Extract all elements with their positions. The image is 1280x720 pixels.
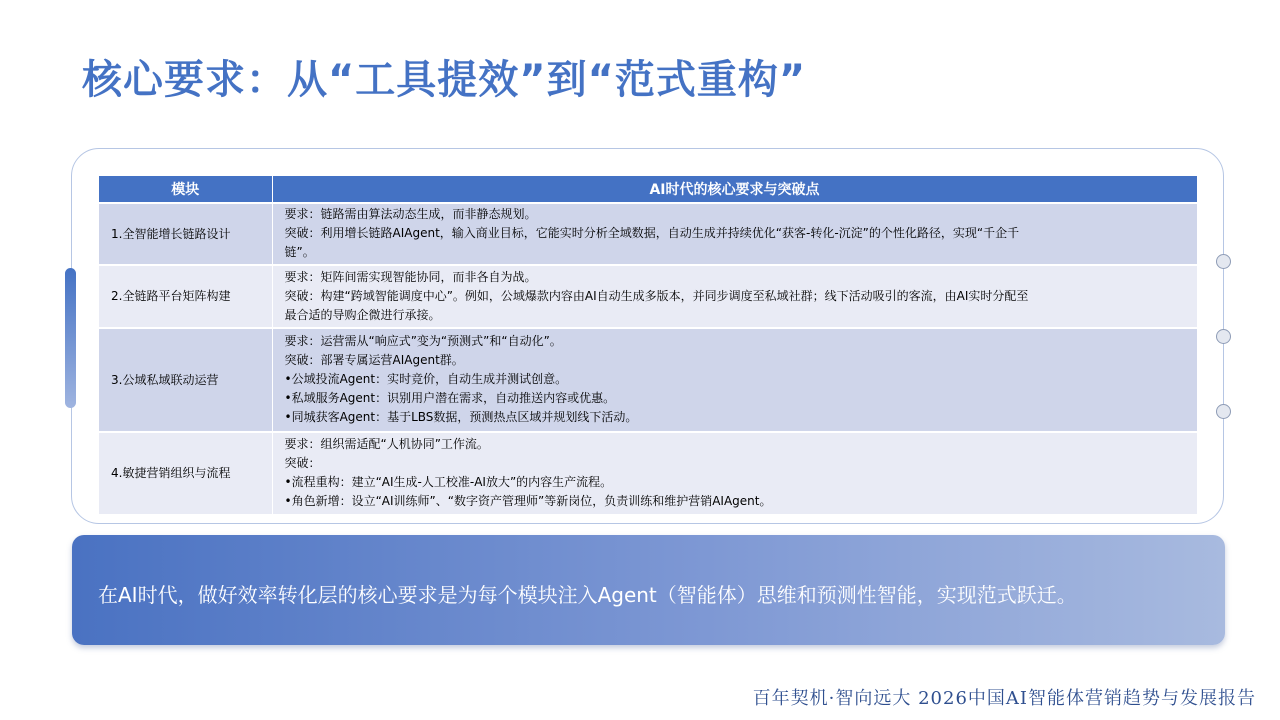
module-cell: 4.敏捷营销组织与流程 xyxy=(99,432,272,514)
module-cell: 2.全链路平台矩阵构建 xyxy=(99,265,272,328)
table-header-row xyxy=(99,176,1197,203)
table-row xyxy=(99,432,1197,514)
detail-line: 要求：链路需由算法动态生成，而非静态规划。 xyxy=(284,207,537,221)
detail-cell xyxy=(272,265,1197,328)
detail-line: •公域投流Agent：实时竞价，自动生成并测试创意。 xyxy=(284,372,568,386)
detail-cell xyxy=(272,203,1197,265)
detail-cell xyxy=(272,432,1197,514)
table-header-module: 模块 xyxy=(99,176,272,203)
detail-line: 突破：利用增长链路AIAgent，输入商业目标，它能实时分析全域数据，自动生成并持续优化“获客-转化-沉淀”的个性化路径，实现“千企千 xyxy=(284,226,1020,240)
table-row xyxy=(99,328,1197,432)
requirements-table xyxy=(99,176,1198,514)
footer-caption: 百年契机·智向远大 2026中国AI智能体营销趋势与发展报告 xyxy=(752,688,1256,709)
page-title: 核心要求：从“工具提效”到“范式重构” xyxy=(82,57,807,103)
detail-line: •流程重构：建立“AI生成-人工校准-AI放大”的内容生产流程。 xyxy=(284,475,613,489)
decorative-dot xyxy=(1216,404,1231,419)
detail-line: 要求：矩阵间需实现智能协同，而非各自为战。 xyxy=(284,269,537,284)
detail-line: 突破： xyxy=(284,456,321,470)
detail-line: 突破：构建“跨域智能调度中心”。例如，公域爆款内容由AI自动生成多版本，并同步调度至私域社群；线下活动吸引的客流，由AI实时分配至 xyxy=(284,288,1029,303)
module-cell: 3.公域私域联动运营 xyxy=(99,328,272,432)
detail-line: 最合适的导购企微进行承接。 xyxy=(284,307,441,322)
detail-line: •私域服务Agent：识别用户潜在需求，自动推送内容或优惠。 xyxy=(284,391,616,405)
table-row xyxy=(99,265,1197,328)
table-header-requirements: AI时代的核心要求与突破点 xyxy=(272,176,1197,203)
detail-line: 链”。 xyxy=(284,245,315,259)
detail-line: 要求：组织需适配“人机协同”工作流。 xyxy=(284,437,489,451)
detail-cell xyxy=(272,328,1197,432)
table-row xyxy=(99,203,1197,265)
detail-line: •角色新增：设立“AI训练师”、“数字资产管理师”等新岗位，负责训练和维护营销AIAgent。 xyxy=(284,494,772,508)
decorative-dot xyxy=(1216,254,1231,269)
detail-line: 突破：部署专属运营AIAgent群。 xyxy=(284,353,464,367)
detail-line: •同城获客Agent：基于LBS数据，预测热点区域并规划线下活动。 xyxy=(284,410,638,424)
summary-text: 在AI时代，做好效率转化层的核心要求是为每个模块注入Agent（智能体）思维和预测性智能，实现范式跃迁。 xyxy=(98,583,1077,607)
detail-line: 要求：运营需从“响应式”变为“预测式”和“自动化”。 xyxy=(284,334,562,348)
decorative-dot xyxy=(1216,329,1231,344)
decorative-side-bar xyxy=(65,268,76,408)
summary-banner xyxy=(72,535,1225,645)
module-cell: 1.全智能增长链路设计 xyxy=(99,203,272,265)
